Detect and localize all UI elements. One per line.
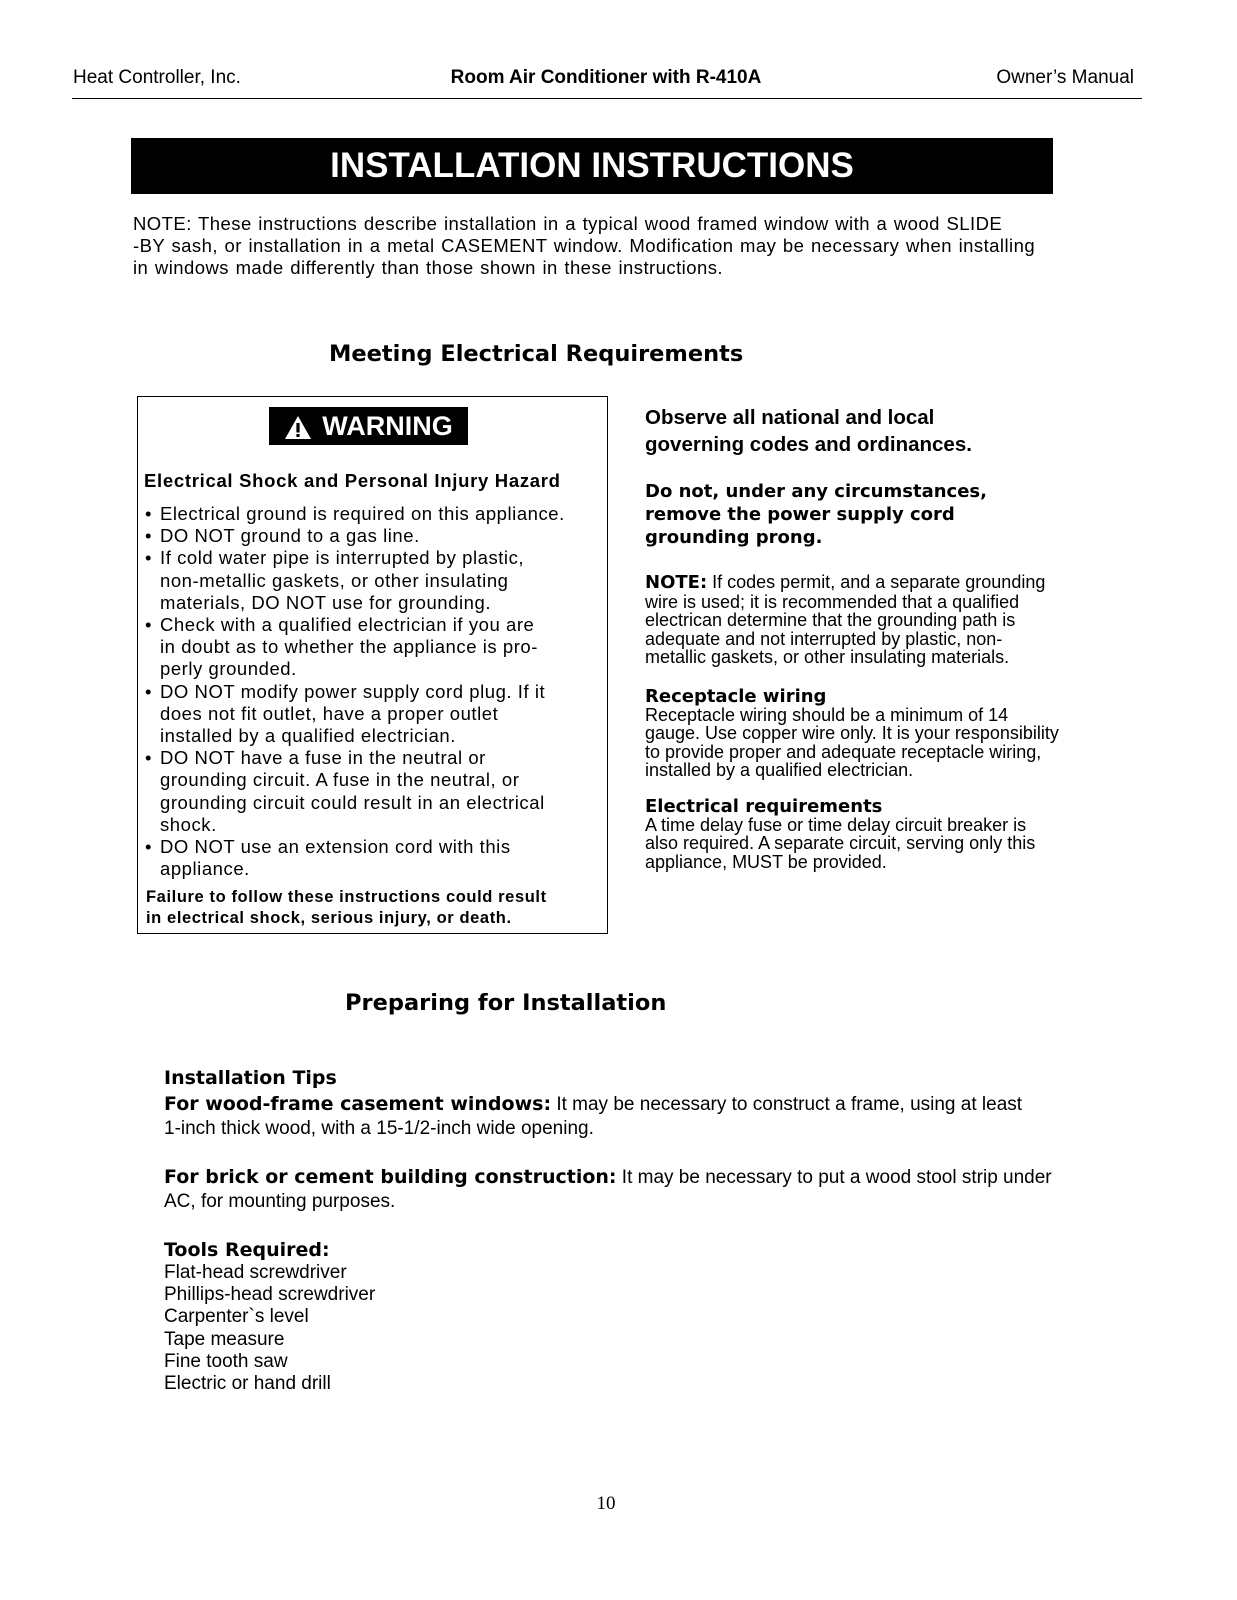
warning-item-line: • DO NOT use an extension cord with this: [160, 836, 511, 858]
electrical-req-line: appliance, MUST be provided.: [645, 851, 887, 872]
warning-badge-label: WARNING: [322, 411, 453, 441]
intro-note-line: NOTE: These instructions describe installation in a typical wood framed window with a wood SLIDE: [133, 213, 1003, 234]
tip-label: For wood-frame casement windows:: [164, 1093, 552, 1115]
tool-item: Electric or hand drill: [164, 1373, 331, 1395]
warning-item-line: installed by a qualified electrician.: [160, 725, 456, 747]
grounding-note-text: If codes permit, and a separate grounding: [707, 572, 1046, 592]
warning-item-line: shock.: [160, 813, 217, 835]
intro-note-line: in windows made differently than those shown in these instructions.: [133, 257, 724, 278]
preparing-content: [164, 1066, 1124, 1395]
grounding-prong-line: Do not, under any circumstances,: [645, 481, 987, 502]
warning-item-line: in doubt as to whether the appliance is pro-: [160, 636, 538, 658]
tool-item: Flat-head screwdriver: [164, 1262, 347, 1283]
grounding-note-line: metallic gaskets, or other insulating materials.: [645, 647, 1010, 667]
grounding-note-line: [645, 573, 1115, 593]
header-product: Room Air Conditioner with R-410A: [450, 67, 762, 88]
hazard-title: Electrical Shock and Personal Injury Hazard: [144, 470, 561, 491]
warning-footer: [146, 887, 547, 929]
tip-line: AC, for mounting purposes.: [164, 1191, 396, 1212]
warning-item-line: • DO NOT modify power supply cord plug. If it: [160, 680, 546, 702]
warning-item-line: grounding circuit could result in an electrical: [160, 791, 545, 813]
tip-text: It may be necessary to put a wood stool strip under: [616, 1167, 1052, 1188]
tip-wood-frame: [164, 1092, 1124, 1141]
observe-line: governing codes and ordinances.: [645, 433, 972, 456]
receptacle-heading: Receptacle wiring: [645, 685, 827, 707]
warning-item-line: • DO NOT have a fuse in the neutral or: [160, 747, 486, 769]
warning-item: [144, 547, 606, 614]
tools-heading: Tools Required:: [164, 1239, 330, 1261]
electrical-notes-column: [645, 404, 1115, 871]
grounding-prong-warning: [645, 480, 1115, 549]
receptacle-line: Receptacle wiring should be a minimum of 14: [645, 704, 1009, 725]
header-manual: Owner’s Manual: [996, 67, 1134, 88]
warning-item-line: grounding circuit. A fuse in the neutral, or: [160, 769, 520, 791]
intro-note-line: -BY sash, or installation in a metal CASEMENT window. Modification may be necessary when installing: [133, 235, 1036, 256]
warning-footer-line: in electrical shock, serious injury, or death.: [146, 909, 512, 927]
grounding-note: [645, 573, 1115, 667]
warning-item-line: • Check with a qualified electrician if you are: [160, 614, 535, 636]
warning-item-line: • DO NOT ground to a gas line.: [160, 525, 420, 547]
warning-item-line: appliance.: [160, 858, 250, 880]
receptacle-line: gauge. Use copper wire only. It is your responsibility: [645, 723, 1059, 743]
grounding-note-line: electrican determine that the grounding path is: [645, 610, 1016, 630]
electrical-req-heading: Electrical requirements: [645, 795, 883, 817]
header-company: Heat Controller, Inc.: [73, 67, 241, 88]
warning-item-line: • Electrical ground is required on this appliance.: [160, 503, 565, 524]
grounding-prong-line: grounding prong.: [645, 527, 823, 548]
tool-item: Fine tooth saw: [164, 1350, 288, 1372]
observe-codes: [645, 404, 1115, 458]
electrical-req-line: A time delay fuse or time delay circuit breaker is: [645, 814, 1027, 835]
header-rule: [72, 98, 1142, 99]
warning-item-line: does not fit outlet, have a proper outlet: [160, 702, 499, 724]
warning-item-line: perly grounded.: [160, 658, 297, 680]
observe-line: Observe all national and local: [645, 406, 935, 429]
tip-line: [164, 1092, 1124, 1117]
tool-item: Carpenter`s level: [164, 1306, 309, 1328]
grounding-note-label: NOTE:: [645, 572, 708, 593]
page-number: 10: [596, 1493, 616, 1514]
warning-item: [144, 836, 606, 880]
tip-line: 1-inch thick wood, with a 15-1/2-inch wide opening.: [164, 1118, 594, 1139]
tool-item: Tape measure: [164, 1328, 285, 1350]
receptacle-text: [645, 706, 1115, 780]
warning-item-line: • If cold water pipe is interrupted by plastic,: [160, 547, 525, 569]
electrical-req-line: also required. A separate circuit, serving only this: [645, 833, 1036, 853]
warning-item: [144, 681, 606, 748]
preparing-section-title: Preparing for Installation: [345, 990, 667, 1016]
receptacle-line: installed by a qualified electrician.: [645, 760, 914, 780]
warning-box: [137, 396, 608, 934]
tool-item: Phillips-head screwdriver: [164, 1284, 376, 1306]
warning-item-line: materials, DO NOT use for grounding.: [160, 591, 492, 613]
electrical-req-text: [645, 816, 1115, 872]
warning-list: [144, 503, 606, 880]
tip-text: It may be necessary to construct a frame, using at least: [551, 1094, 1023, 1115]
tip-brick-cement: [164, 1165, 1124, 1214]
electrical-section-title: Meeting Electrical Requirements: [329, 341, 744, 367]
grounding-note-line: wire is used; it is recommended that a qualified: [645, 591, 1020, 612]
warning-item: [144, 747, 606, 836]
warning-item-line: non-metallic gaskets, or other insulating: [160, 569, 509, 591]
warning-item: [144, 525, 606, 547]
tools-list: [164, 1262, 1124, 1395]
grounding-prong-line: remove the power supply cord: [645, 504, 955, 525]
grounding-note-line: adequate and not interrupted by plastic, non-: [645, 628, 1003, 649]
warning-badge: [269, 407, 468, 445]
warning-triangle-icon: [284, 415, 312, 440]
receptacle-line: to provide proper and adequate receptacle wiring,: [645, 741, 1042, 762]
intro-note: [133, 213, 1133, 279]
tip-line: [164, 1165, 1124, 1190]
tip-label: For brick or cement building construction:: [164, 1166, 617, 1188]
page-title: INSTALLATION INSTRUCTIONS: [131, 138, 1053, 194]
installation-tips-heading: Installation Tips: [164, 1067, 337, 1089]
warning-item: [144, 614, 606, 681]
warning-footer-line: Failure to follow these instructions could result: [146, 888, 547, 906]
warning-item: [144, 503, 606, 525]
